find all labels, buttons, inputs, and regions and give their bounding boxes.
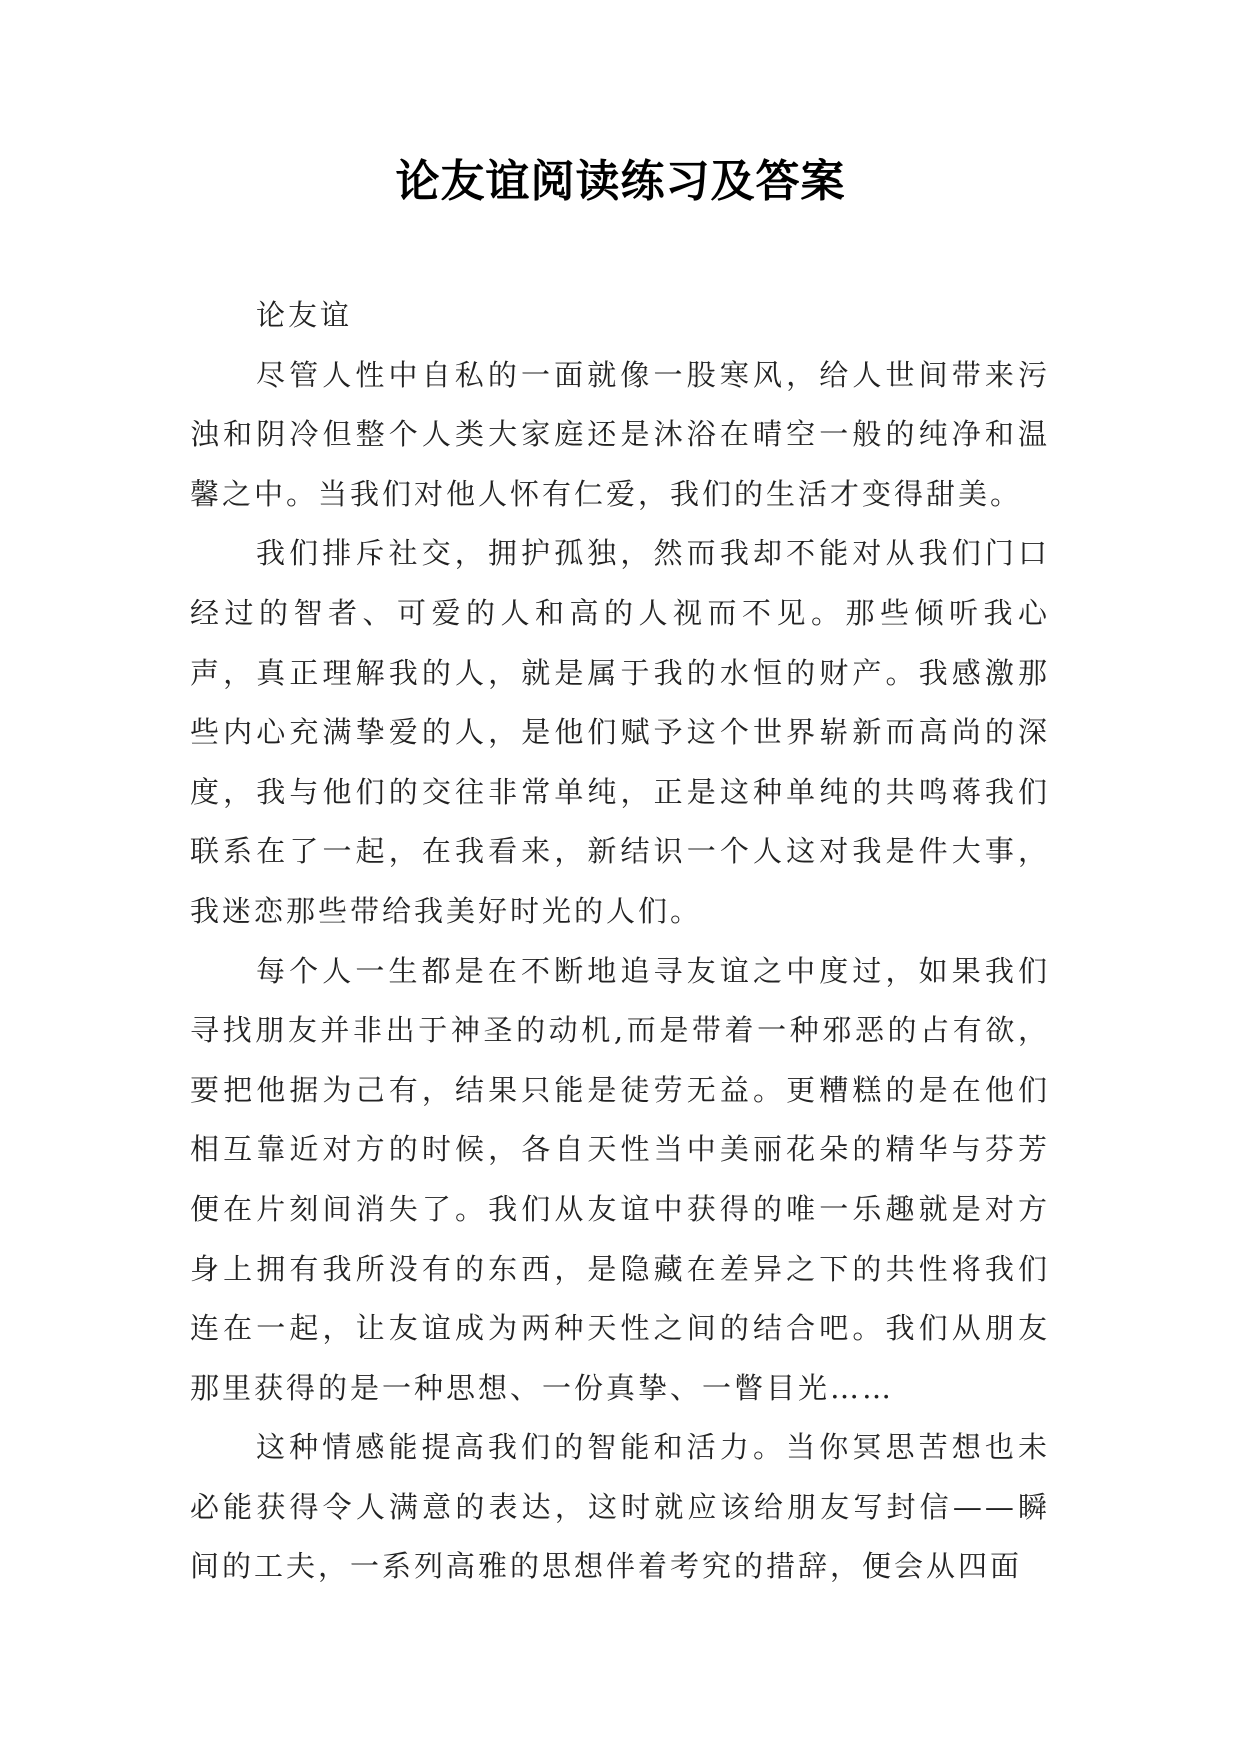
paragraph-1: 尽管人性中自私的一面就像一股寒风，给人世间带来污浊和阴冷但整个人类大家庭还是沐浴在晴空一般的纯净和温馨之中。当我们对他人怀有仁爱，我们的生活才变得甜美。 [190,357,1050,511]
document-title: 论友谊阅读练习及答案 [395,156,846,207]
paragraph-4: 这种情感能提高我们的智能和活力。当你冥思苦想也未必能获得令人满意的表达，这时就应该给朋友写封信——瞬间的工夫，一系列高雅的思想伴着考究的措辞，便会从四面 [190,1430,1050,1584]
document-body [190,286,1050,1597]
paragraph-2: 我们排斥社交，拥护孤独，然而我却不能对从我们门口经过的智者、可爱的人和高的人视而不见。那些倾听我心声，真正理解我的人，就是属于我的水恒的财产。我感激那些内心充满挚爱的人，是他们赋予这个世界崭新而高尚的深度，我与他们的交往非常单纯，正是这种单纯的共鸣蒋我们联系在了一起，在我看来，新结识一个人这对我是件大事，我迷恋那些带给我美好时光的人们。 [190,536,1050,928]
paragraph-3: 每个人一生都是在不断地追寻友谊之中度过，如果我们寻找朋友并非出于神圣的动机,而是带着一种邪恶的占有欲，要把他据为己有，结果只能是徒劳无益。更糟糕的是在他们相互靠近对方的时候，各自天性当中美丽花朵的精华与芬芳便在片刻间消失了。我们从友谊中获得的唯一乐趣就是对方身上拥有我所没有的东西，是隐藏在差异之下的共性将我们连在一起，让友谊成为两种天性之间的结合吧。我们从朋友那里获得的是一种思想、一份真挚、一瞥目光…… [190,953,1050,1405]
article-subtitle: 论友谊 [256,298,353,332]
